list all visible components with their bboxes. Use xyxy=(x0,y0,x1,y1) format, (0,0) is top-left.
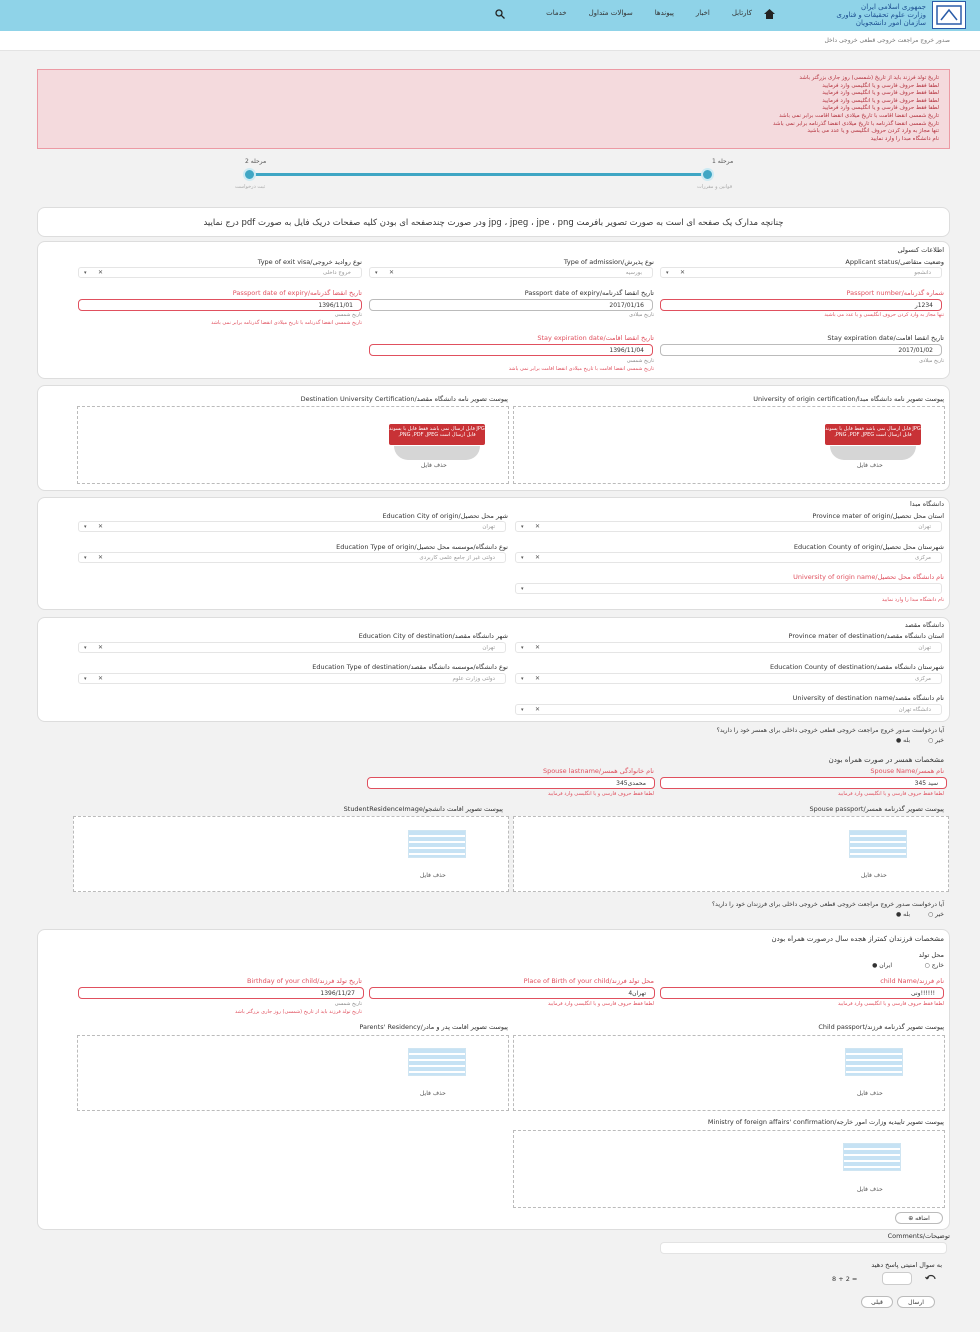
step-line xyxy=(249,173,711,176)
origin-province-select[interactable] xyxy=(515,521,942,532)
chevron-down-icon[interactable]: ▾ xyxy=(84,555,87,561)
spouse-yes-radio[interactable]: بله ● xyxy=(895,737,910,744)
child-birthplace-input[interactable]: تهران4 xyxy=(369,987,655,999)
child-name-error: لطفا فقط حروف فارسی و یا انگلیسی وارد فرمایید xyxy=(837,1001,944,1007)
selected-value: دانشجو xyxy=(914,270,931,276)
birthplace-abroad-radio[interactable]: خارج ○ xyxy=(924,962,944,969)
chevron-down-icon[interactable]: ▾ xyxy=(84,524,87,530)
clear-icon[interactable]: ✕ xyxy=(98,554,104,561)
dest-county-label: شهرستان دانشگاه مقصد/Education County of destination xyxy=(769,663,944,671)
student-residence-label: پیوست تصویر اقامت دانشجو/StudentResidenceImage xyxy=(343,805,503,813)
ministry-logo[interactable] xyxy=(932,1,966,29)
uploaded-thumbnail xyxy=(408,830,466,858)
gregorian-hint: تاریخ میلادی xyxy=(919,358,944,364)
nav-links[interactable]: پیوندها xyxy=(654,9,674,17)
step-1-label: مرحله 1 xyxy=(712,158,734,165)
exit-visa-label: نوع روادید خروجی/Type of exit visa xyxy=(257,258,362,266)
breadcrumb-text[interactable]: صدور خروج مراجعت خروجی قطعی خروجی داخل xyxy=(824,37,950,44)
clear-icon[interactable]: ✕ xyxy=(389,269,395,276)
selected-value: دولتی وزارت علوم xyxy=(452,676,495,682)
shamsi-hint: تاریخ شمسی xyxy=(334,312,362,318)
passport-expiry-shamsi-label: تاریخ انقضا گذرنامه/Passport date of expiry xyxy=(232,289,362,297)
children-no-radio[interactable]: خیر ○ xyxy=(928,911,944,918)
uploaded-thumbnail xyxy=(849,830,907,858)
spouse-lastname-input[interactable]: محمدی345 xyxy=(367,777,655,789)
step-2-sub: ثبت درخواست xyxy=(235,184,266,190)
applicant-status-label: وضعیت متقاضی/Applicant status xyxy=(845,258,944,266)
format-info xyxy=(37,207,950,237)
uploaded-thumbnail xyxy=(845,1048,903,1076)
clear-icon[interactable]: ✕ xyxy=(680,269,686,276)
selected-value: مرکزی xyxy=(915,676,931,682)
back-button[interactable]: قبلی xyxy=(861,1296,893,1308)
nav-faq[interactable]: سوالات متداول xyxy=(588,9,633,17)
selected-value: تهران xyxy=(918,645,931,651)
child-birthday-error: تاریخ تولد فرزند باید از تاریخ (شمسی) روز جاری بزرگتر باشد xyxy=(235,1009,362,1015)
radio-label: خارج xyxy=(931,962,944,969)
radio-label: خیر xyxy=(935,911,944,918)
chevron-down-icon[interactable]: ▾ xyxy=(521,676,524,682)
chevron-down-icon[interactable]: ▾ xyxy=(521,707,524,713)
format-info-text: چنانچه مدارک یک صفحه ای است به صورت تصویر بافرمت jpg ، jpeg ، jpe ، png ودر صورت چندصفحه ای بودن کلیه صفحات دریک فایل به صورت pdf درج نمایید xyxy=(203,218,784,228)
file-type-warning: قابل ارسال نمی باشد فقط فایل با پسوند JPG ,PNG ,PDF ,JPEG قابل ارسال است xyxy=(825,424,921,445)
shamsi-hint: تاریخ شمسی xyxy=(334,1001,362,1007)
chevron-down-icon[interactable]: ▾ xyxy=(375,270,378,276)
children-title: مشخصات فرزندان کمتراز هجده سال درصورت همراه بودن xyxy=(771,935,944,943)
selected-value: بورسیه xyxy=(625,270,642,276)
dest-province-select[interactable] xyxy=(515,642,942,653)
origin-name-label: نام دانشگاه محل تحصیل/University of origin name xyxy=(793,573,944,581)
clear-icon[interactable]: ✕ xyxy=(535,554,541,561)
children-yes-radio[interactable]: بله ● xyxy=(895,911,910,918)
selected-value: دانشگاه تهران xyxy=(898,707,931,713)
spouse-title: مشخصات همسر در صورت همراه بودن xyxy=(828,756,944,764)
captcha-label: به سوال امنیتی پاسخ دهید xyxy=(871,1261,942,1269)
refresh-icon[interactable] xyxy=(925,1274,937,1284)
plus-icon: ⊕ xyxy=(908,1215,916,1222)
delete-file-link[interactable]: حذف فایل xyxy=(421,462,447,469)
passport-number-input[interactable]: 1234ر xyxy=(660,299,942,311)
add-button-label: اضافه xyxy=(915,1215,930,1222)
org-title xyxy=(836,3,926,27)
selected-value: دولتی غیر از جامع علمی کاربردی xyxy=(419,555,495,561)
origin-county-label: شهرستان محل تحصیل/Education County of origin xyxy=(793,543,944,551)
org-line1: جمهوری اسلامی ایران xyxy=(861,3,926,11)
step-1-sub: قوانین و مقررات xyxy=(697,184,733,190)
nav-dashboard[interactable]: کارتابل xyxy=(731,9,752,17)
chevron-down-icon[interactable]: ▾ xyxy=(666,270,669,276)
comments-textarea[interactable] xyxy=(660,1242,947,1254)
shamsi-hint: تاریخ شمسی xyxy=(626,358,654,364)
section-title: اطلاعات کنسولی xyxy=(897,246,944,254)
child-birthday-input[interactable]: 1396/11/27 xyxy=(78,987,364,999)
origin-type-label: نوع دانشگاه/موسسه محل تحصیل/Education Type of origin xyxy=(336,543,508,551)
dest-cert-dropzone[interactable] xyxy=(77,406,509,484)
delete-file-link[interactable]: حذف فایل xyxy=(861,872,887,879)
origin-cert-dropzone[interactable] xyxy=(513,406,945,484)
admission-type-select[interactable] xyxy=(369,267,653,278)
birthplace-label: محل تولد xyxy=(918,951,944,959)
clear-icon[interactable]: ✕ xyxy=(98,269,104,276)
breadcrumb xyxy=(0,31,980,51)
stay-expiry-gregorian-input[interactable]: 2017/01/02 xyxy=(660,344,942,356)
child-birthday-label: تاریخ تولد فرزند/Birthday of your child xyxy=(247,977,362,985)
org-line2: وزارت علوم تحقیقات و فناوری xyxy=(836,11,926,19)
child-birthplace-error: لطفا فقط حروف فارسی و یا انگلیسی وارد فرمایید xyxy=(547,1001,654,1007)
alert-item: تاریخ شمسی انقضا گذرنامه با تاریخ میلادی انقضا گذرنامه برابر نمی باشد xyxy=(773,120,939,127)
delete-file-link[interactable]: حذف فایل xyxy=(857,1186,883,1193)
comments-label: توضیحات/Comments xyxy=(887,1232,950,1240)
file-placeholder-icon xyxy=(830,446,916,460)
stay-expiry-shamsi-input[interactable]: 1396/11/04 xyxy=(369,344,653,356)
chevron-down-icon[interactable]: ▾ xyxy=(521,586,524,592)
nav-services[interactable]: خدمات xyxy=(546,9,567,17)
spouse-question: آیا درخواست صدور خروج مراجعت خروجی قطعی خروجی داخلی برای همسر خود را دارید؟ xyxy=(716,727,944,734)
stay-expiry-error: تاریخ شمسی انقضا اقامت با تاریخ میلادی انقضا اقامت برابر نمی باشد xyxy=(508,366,654,372)
clear-icon[interactable]: ✕ xyxy=(535,644,541,651)
section-title: دانشگاه مقصد xyxy=(904,621,944,629)
clear-icon[interactable]: ✕ xyxy=(535,675,541,682)
passport-number-error: تنها مجاز به وارد کردن حروف انگلیسی و یا عدد می باشید xyxy=(824,312,944,318)
child-passport-label: پیوست تصویر گذرنامه فرزند/Child passport xyxy=(818,1023,944,1031)
delete-file-link[interactable]: حذف فایل xyxy=(857,462,883,469)
spouse-passport-label: پیوست تصویر گذرنامه همسر/Spouse passport xyxy=(809,805,944,813)
alert-item: تنها مجاز به وارد کردن حروف انگلیسی و یا عدد می باشید xyxy=(807,128,939,135)
origin-province-label: استان محل تحصیل/Province mater of origin xyxy=(812,512,944,520)
child-name-input[interactable]: !!!!!!ونی xyxy=(660,987,944,999)
spouse-name-error: لطفا فقط حروف فارسی و یا انگلیسی وارد فرمایید xyxy=(837,791,944,797)
selected-value: مرکزی xyxy=(915,555,931,561)
admission-type-label: نوع پذیرش/Type of admission xyxy=(563,258,654,266)
search-icon[interactable] xyxy=(495,9,505,19)
section-title: دانشگاه مبدا xyxy=(909,500,944,508)
step-2-label: مرحله 2 xyxy=(245,158,267,165)
dest-name-select[interactable] xyxy=(515,704,942,715)
dest-province-label: استان دانشگاه مقصد/Province mater of destination xyxy=(788,632,944,640)
selected-value: خروج داخلی xyxy=(322,270,351,276)
alert-item: تاریخ تولد فرزند باید از تاریخ (شمسی) روز جاری بزرگتر باشد xyxy=(799,75,939,81)
chevron-down-icon[interactable]: ▾ xyxy=(84,676,87,682)
clear-icon[interactable]: ✕ xyxy=(535,523,541,530)
spouse-no-radio[interactable]: خیر ○ xyxy=(928,737,944,744)
origin-city-select[interactable] xyxy=(78,521,506,532)
selected-value: تهران xyxy=(482,645,495,651)
step-2-dot[interactable] xyxy=(243,168,256,181)
main-nav xyxy=(546,9,752,17)
passport-expiry-gregorian-input[interactable]: 2017/01/16 xyxy=(369,299,653,311)
child-name-label: نام فرزند/child Name xyxy=(880,977,944,985)
stay-expiry-shamsi-label: تاریخ انقضا اقامت/Stay expiration date xyxy=(537,334,654,342)
exit-visa-select[interactable] xyxy=(78,267,362,278)
alert-item: لطفا فقط حروف فارسی و یا انگلیسی وارد فرمایید xyxy=(822,97,939,104)
captcha-expression: 8 + 2 = xyxy=(832,1275,858,1283)
alert-item: تاریخ شمسی انقضا اقامت با تاریخ میلادی انقضا اقامت برابر نمی باشد xyxy=(779,112,939,119)
mofa-confirmation-label: پیوست تصویر تاییدیه وزارت امور خارجه/Ministry of foreign affairs' confirmation xyxy=(707,1118,944,1126)
passport-number-label: شماره گذرنامه/Passport number xyxy=(846,289,944,297)
origin-cert-label: پیوست تصویر نامه دانشگاه مبدا/University of origin certification xyxy=(753,395,944,403)
home-icon[interactable] xyxy=(764,9,775,19)
file-placeholder-icon xyxy=(394,446,480,460)
applicant-status-select[interactable] xyxy=(660,267,942,278)
spouse-name-input[interactable]: سید 345 xyxy=(660,777,947,789)
uploaded-thumbnail xyxy=(408,1048,466,1076)
dest-cert-label: پیوست تصویر نامه دانشگاه مقصد/Destination University Certification xyxy=(300,395,508,403)
top-navbar xyxy=(0,0,980,31)
delete-file-link[interactable]: حذف فایل xyxy=(420,872,446,879)
radio-label: بله xyxy=(903,737,910,744)
dest-name-label: نام دانشگاه مقصد/University of destination name xyxy=(792,694,944,702)
alert-item: لطفا فقط حروف فارسی و یا انگلیسی وارد فرمایید xyxy=(822,82,939,89)
alert-item: لطفا فقط حروف فارسی و یا انگلیسی وارد فرمایید xyxy=(822,90,939,97)
passport-expiry-gregorian-label: تاریخ انقضا گذرنامه/Passport date of expiry xyxy=(524,289,654,297)
clear-icon[interactable]: ✕ xyxy=(98,644,104,651)
clear-icon[interactable]: ✕ xyxy=(98,675,104,682)
children-question: آیا درخواست صدور خروج مراجعت خروجی قطعی خروجی داخلی برای فرزندان خود را دارید؟ xyxy=(711,901,944,908)
passport-expiry-error: تاریخ شمسی انقضا گذرنامه با تاریخ میلادی انقضا گذرنامه برابر نمی باشد xyxy=(211,320,362,326)
birthplace-iran-radio[interactable]: ایران ● xyxy=(872,962,892,969)
error-alert xyxy=(37,69,950,149)
selected-value: تهران xyxy=(482,524,495,530)
uploaded-thumbnail xyxy=(843,1143,901,1171)
spouse-lastname-error: لطفا فقط حروف فارسی و یا انگلیسی وارد فرمایید xyxy=(547,791,654,797)
origin-county-select[interactable] xyxy=(515,552,942,563)
progress-stepper xyxy=(235,156,734,196)
origin-name-error: نام دانشگاه مبدا را وارد نمایید xyxy=(881,597,944,603)
submit-button[interactable]: ارسال xyxy=(897,1296,935,1308)
dest-type-label: نوع دانشگاه/موسسه دانشگاه مقصد/Education Type of destination xyxy=(312,663,508,671)
delete-file-link[interactable]: حذف فایل xyxy=(857,1090,883,1097)
radio-label: ایران xyxy=(879,962,892,969)
spouse-name-label: نام همسر/Spouse Name xyxy=(870,767,944,775)
clear-icon[interactable]: ✕ xyxy=(535,706,541,713)
origin-name-select[interactable] xyxy=(515,583,942,594)
org-line3: سازمان امور دانشجویان xyxy=(855,19,926,27)
clear-icon[interactable]: ✕ xyxy=(98,523,104,530)
nav-news[interactable]: اخبار xyxy=(695,9,710,17)
delete-file-link[interactable]: حذف فایل xyxy=(420,1090,446,1097)
chevron-down-icon[interactable]: ▾ xyxy=(84,270,87,276)
step-1-dot[interactable] xyxy=(701,168,714,181)
stay-expiry-gregorian-label: تاریخ انقضا اقامت/Stay expiration date xyxy=(827,334,944,342)
alert-item: لطفا فقط حروف فارسی و یا انگلیسی وارد فرمایید xyxy=(822,105,939,112)
origin-type-select[interactable] xyxy=(78,552,506,563)
passport-expiry-shamsi-input[interactable]: 1396/11/01 xyxy=(78,299,362,311)
dest-county-select[interactable] xyxy=(515,673,942,684)
parents-residency-label: پیوست تصویر اقامت پدر و مادر/Parents' Residency xyxy=(359,1023,508,1031)
add-child-button[interactable] xyxy=(895,1212,943,1224)
chevron-down-icon[interactable]: ▾ xyxy=(521,524,524,530)
chevron-down-icon[interactable]: ▾ xyxy=(521,645,524,651)
radio-label: بله xyxy=(903,911,910,918)
selected-value: تهران xyxy=(918,524,931,530)
dest-city-label: شهر دانشگاه مقصد/Education City of destination xyxy=(358,632,508,640)
gregorian-hint: تاریخ میلادی xyxy=(629,312,654,318)
chevron-down-icon[interactable]: ▾ xyxy=(84,645,87,651)
spouse-lastname-label: نام خانوادگی همسر/Spouse lastname xyxy=(542,767,654,775)
alert-item: نام دانشگاه مبدا را وارد نمایید xyxy=(870,135,939,142)
radio-label: خیر xyxy=(935,737,944,744)
dest-type-select[interactable] xyxy=(78,673,506,684)
file-type-warning: قابل ارسال نمی باشد فقط فایل با پسوند JPG ,PNG ,PDF ,JPEG قابل ارسال است xyxy=(389,424,485,445)
chevron-down-icon[interactable]: ▾ xyxy=(521,555,524,561)
captcha-answer-input[interactable] xyxy=(882,1272,912,1285)
dest-city-select[interactable] xyxy=(78,642,506,653)
child-birthplace-label: محل تولد فرزند/Place of Birth of your child xyxy=(523,977,654,985)
origin-city-label: شهر محل تحصیل/Education City of origin xyxy=(382,512,508,520)
